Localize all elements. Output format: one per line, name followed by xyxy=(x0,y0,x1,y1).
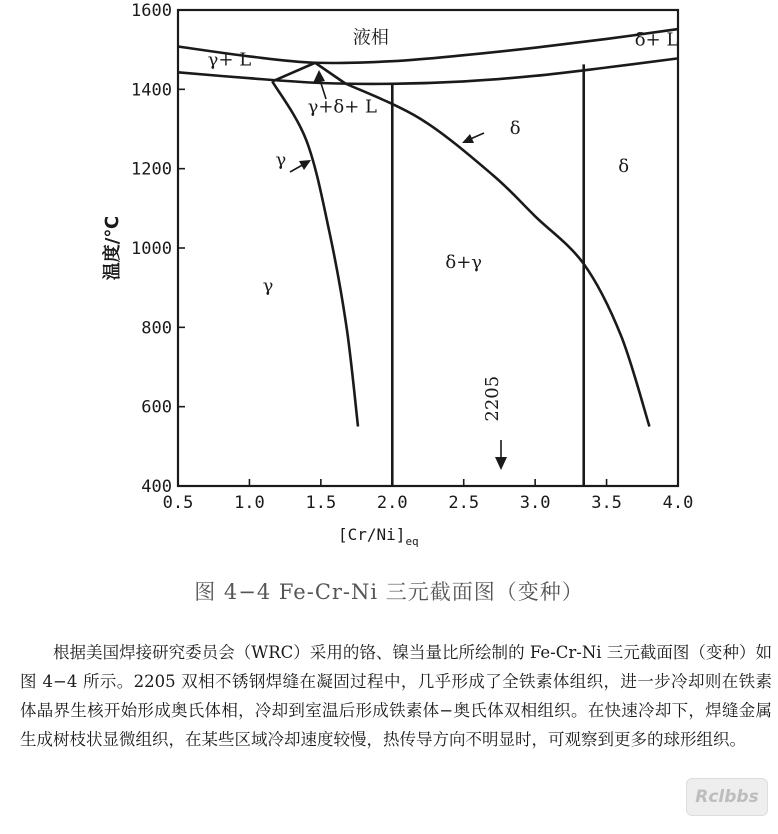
x-tick-label: 4.0 xyxy=(662,493,694,513)
y-tick-label: 600 xyxy=(141,397,172,418)
y-tick-label: 1400 xyxy=(131,80,172,101)
region-label: γ xyxy=(275,149,287,171)
x-tick-label: 0.5 xyxy=(162,493,194,513)
body-paragraph: 根据美国焊接研究委员会（WRC）采用的铬、镍当量比所绘制的 Fe-Cr-Ni 三元截面图（变种）如图 4−4 所示。2205 双相不锈钢焊缝在凝固过程中，几乎形成了全铁素体组织，进一步冷却则在铁素体晶界生核开始形成奥氏体相，冷却到室温后形成铁素体−奥氏体双相组织。在快速冷却下，焊缝金属生成树枝状显微组织，在某些区域冷却速度较慢，热传导方向不明显时，可观察到更多的球形组织。 xyxy=(20,643,772,749)
phase-boundaries xyxy=(178,29,678,486)
site-watermark: Rclbbs xyxy=(686,778,768,816)
region-label: δ+ L xyxy=(634,29,679,51)
x-tick-label: 3.5 xyxy=(591,493,622,513)
curve-gamma-boundary xyxy=(272,81,358,426)
y-tick-label: 1600 xyxy=(131,1,172,21)
y-axis-title: 温度/℃ xyxy=(102,215,123,281)
x-axis-title-main: [Cr/Ni] xyxy=(338,525,406,544)
y-tick-label: 400 xyxy=(141,477,172,497)
axis-ticks xyxy=(131,1,693,513)
arrowhead-gamma-boundary xyxy=(299,160,311,170)
x-axis-title xyxy=(338,525,419,548)
x-tick-label: 3.0 xyxy=(519,493,551,513)
x-tick-label: 1.0 xyxy=(234,493,265,513)
y-tick-label: 800 xyxy=(141,318,172,339)
region-label: γ+ L xyxy=(207,49,252,71)
x-tick-label: 2.0 xyxy=(376,493,408,513)
arrowhead-gamma-delta-l xyxy=(313,70,325,83)
arrowhead-2205 xyxy=(495,457,507,470)
y-tick-label: 1000 xyxy=(131,239,172,259)
region-label: 液相 xyxy=(352,27,389,49)
curve-solidus xyxy=(178,58,678,84)
y-tick-label: 1200 xyxy=(131,159,172,180)
x-axis-title-subscript: eq xyxy=(405,535,419,548)
plot-frame xyxy=(178,10,678,486)
figure-caption: 图 4−4 Fe-Cr-Ni 三元截面图（变种） xyxy=(194,580,584,604)
region-label: γ xyxy=(262,275,274,297)
x-tick-label: 1.5 xyxy=(305,493,337,513)
region-label: γ+δ+ L xyxy=(307,96,378,118)
region-label: δ xyxy=(509,117,521,139)
region-label: δ xyxy=(618,156,630,178)
region-label: δ+γ xyxy=(445,251,483,273)
region-labels xyxy=(208,28,679,422)
x-tick-label: 2.5 xyxy=(448,493,480,513)
curve-liquidus xyxy=(178,29,678,63)
alloy-label-2205: 2205 xyxy=(482,375,503,422)
curve-delta-solvus xyxy=(345,83,649,426)
